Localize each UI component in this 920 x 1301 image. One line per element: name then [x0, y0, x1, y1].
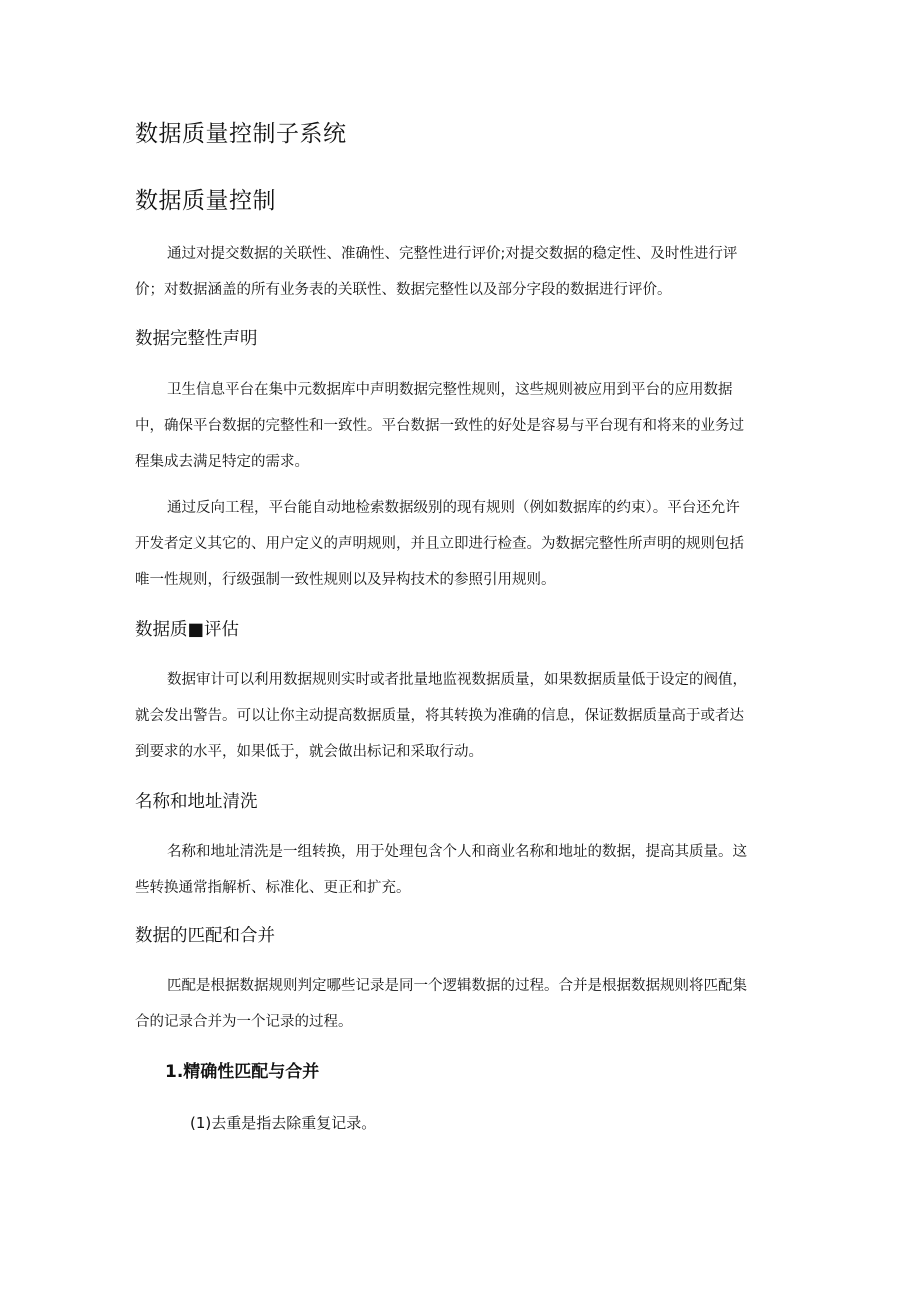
paragraph-line: 价；对数据涵盖的所有业务表的关联性、数据完整性以及部分字段的数据进行评价。 — [135, 282, 672, 298]
matching-heading: 数据的匹配和合并 — [135, 926, 275, 946]
paragraph-line: 程集成去满足特定的需求。 — [135, 454, 309, 470]
paragraph-line: 就会发出警告。可以让你主动提高数据质量，将其转换为准确的信息，保证数据质量高于或者达 — [135, 708, 744, 724]
paragraph-line: 数据审计可以利用数据规则实时或者批量地监视数据质量，如果数据质量低于设定的阀值， — [167, 672, 747, 688]
paragraph-line: 通过对提交数据的关联性、准确性、完整性进行评价;对提交数据的稳定性、及时性进行评 — [167, 246, 738, 262]
integrity-paragraph-2 — [135, 490, 790, 598]
matching-paragraph — [135, 968, 790, 1040]
intro-paragraph — [135, 236, 790, 308]
integrity-heading: 数据完整性声明 — [135, 329, 258, 349]
paragraph-line: 名称和地址清洗是一组转换，用于处理包含个人和商业名称和地址的数据，提高其质量。这 — [167, 844, 747, 860]
section-title: 数据质量控制 — [135, 188, 276, 214]
cleansing-paragraph — [135, 834, 790, 906]
paragraph-line: 唯一性规则，行级强制一致性规则以及异构技术的参照引用规则。 — [135, 572, 556, 588]
assessment-heading: 数据质■评估 — [135, 620, 240, 640]
matching-list-item: (1)去重是指去除重复记录。 — [190, 1114, 377, 1132]
paragraph-line: 到要求的水平，如果低于，就会做出标记和采取行动。 — [135, 744, 483, 760]
integrity-paragraph-1 — [135, 372, 790, 480]
paragraph-line: 通过反向工程，平台能自动地检索数据级别的现有规则（例如数据库的约束）。平台还允许 — [167, 500, 740, 516]
document-title: 数据质量控制子系统 — [135, 121, 347, 147]
paragraph-line: 开发者定义其它的、用户定义的声明规则，并且立即进行检查。为数据完整性所声明的规则包括 — [135, 536, 744, 552]
paragraph-line: 些转换通常指解析、标准化、更正和扩充。 — [135, 880, 411, 896]
paragraph-line: 中，确保平台数据的完整性和一致性。平台数据一致性的好处是容易与平台现有和将来的业务过 — [135, 418, 744, 434]
assessment-paragraph — [135, 662, 790, 770]
cleansing-heading: 名称和地址清洗 — [135, 792, 258, 812]
paragraph-line: 匹配是根据数据规则判定哪些记录是同一个逻辑数据的过程。合并是根据数据规则将匹配集 — [167, 978, 747, 994]
paragraph-line: 合的记录合并为一个记录的过程。 — [135, 1014, 353, 1030]
paragraph-line: 卫生信息平台在集中元数据库中声明数据完整性规则，这些规则被应用到平台的应用数据 — [167, 382, 733, 398]
matching-subheading: 1.精确性匹配与合并 — [165, 1062, 320, 1082]
